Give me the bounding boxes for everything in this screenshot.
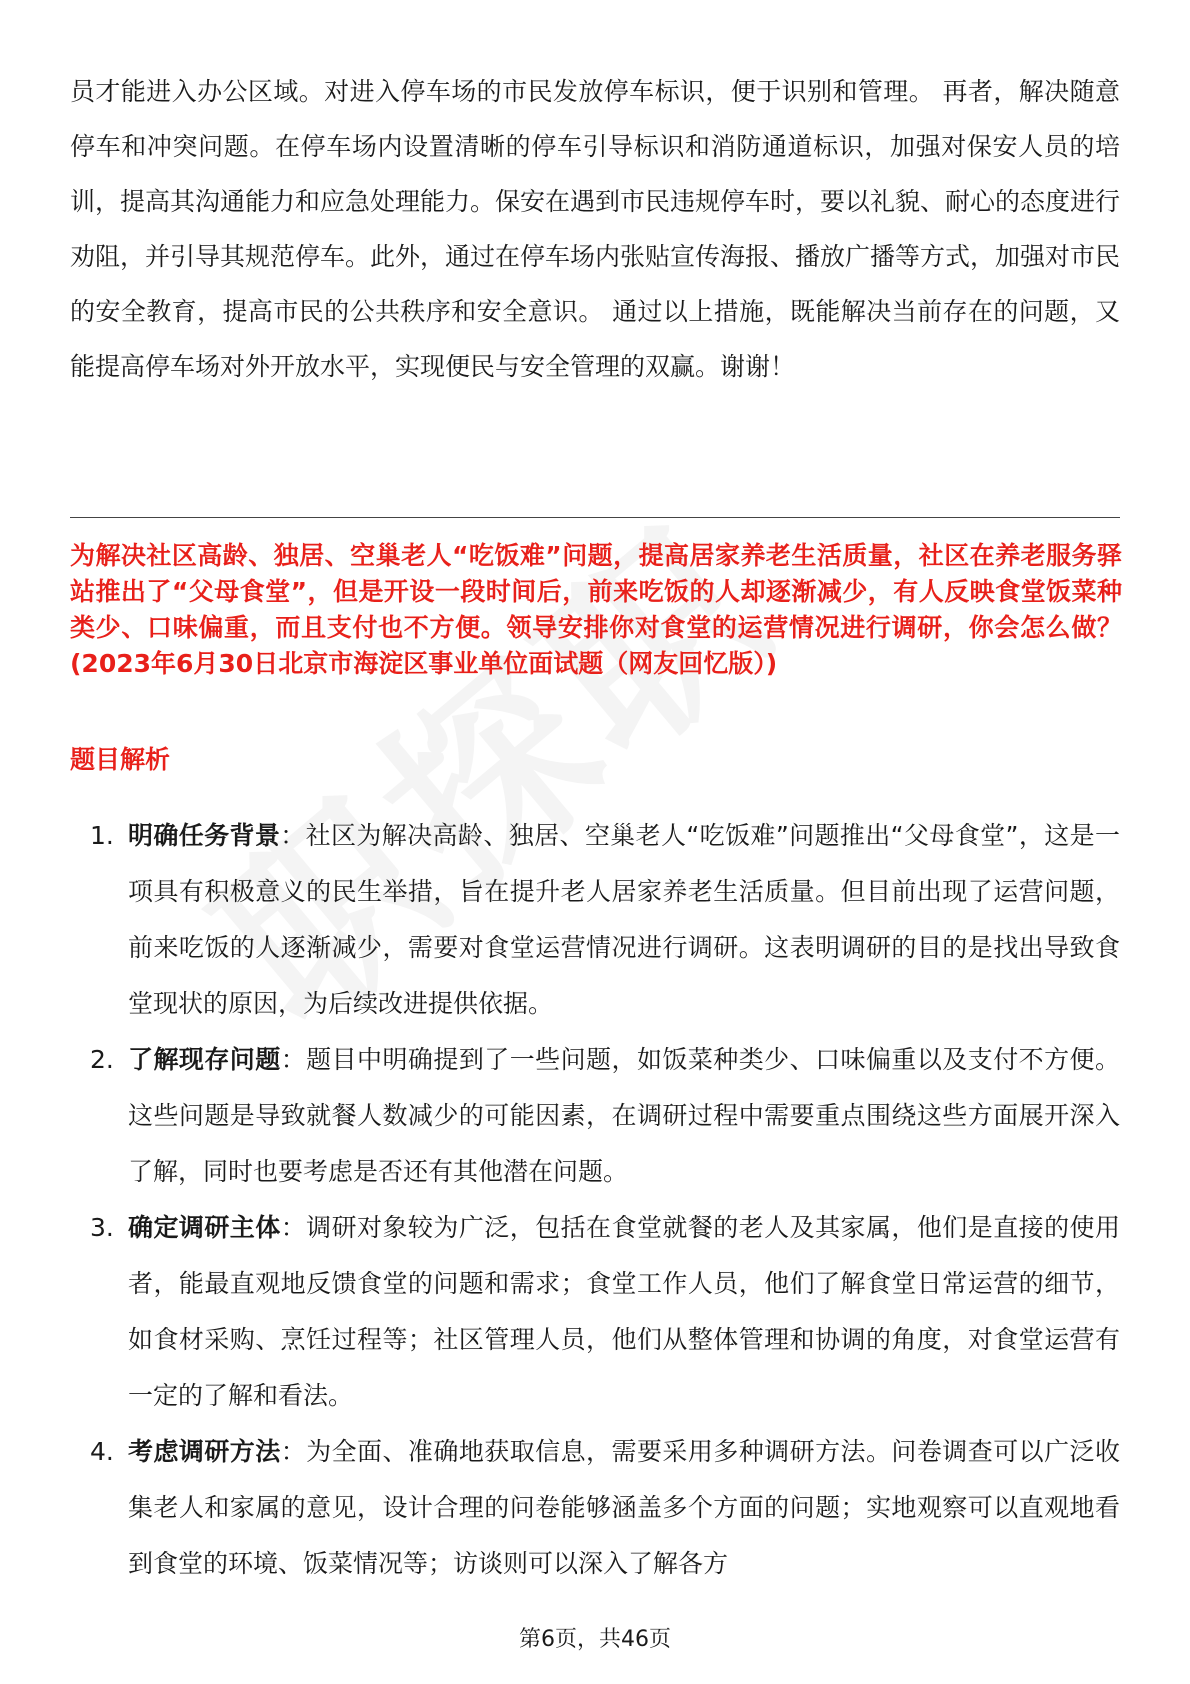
item-text: ：为全面、准确地获取信息，需要采用多种调研方法。问卷调查可以广泛收集老人和家属的意见，设计合理的问卷能够涵盖多个方面的问题；实地观察可以直观地看到食堂的环境、饭菜情况等；访谈则可以深入了解各方 — [128, 1437, 1120, 1578]
analysis-heading: 题目解析 — [70, 745, 171, 774]
continuation-paragraph: 员才能进入办公区域。对进入停车场的市民发放停车标识，便于识别和管理。 再者，解决随意停车和冲突问题。在停车场内设置清晰的停车引导标识和消防通道标识，加强对保安人员的培训，提高其沟通能力和应急处理能力。保安在遇到市民违规停车时，要以礼貌、耐心的态度进行劝阻，并引导其规范停车。此外，通过在停车场内张贴宣传海报、播放广播等方式，加强对市民的安全教育，提高市民的公共秩序和安全意识。 通过以上措施，既能解决当前存在的问题，又能提高停车场对外开放水平，实现便民与安全管理的双赢。谢谢！ — [70, 77, 1121, 381]
item-keyword: 明确任务背景 — [128, 821, 281, 850]
item-text: ：调研对象较为广泛，包括在食堂就餐的老人及其家属，他们是直接的使用者，能最直观地反馈食堂的问题和需求；食堂工作人员，他们了解食堂日常运营的细节，如食材采购、烹饪过程等；社区管理人员，他们从整体管理和协调的角度，对食堂运营有一定的了解和看法。 — [128, 1213, 1120, 1410]
item-keyword: 确定调研主体 — [128, 1213, 281, 1242]
item-number: 1. — [90, 821, 114, 850]
list-item — [70, 1424, 1120, 1592]
page-footer: 第6页，共46页 — [519, 1627, 671, 1652]
list-item — [70, 1200, 1120, 1424]
item-keyword: 了解现存问题 — [128, 1045, 281, 1074]
item-keyword: 考虑调研方法 — [128, 1437, 281, 1466]
item-text: ：题目中明确提到了一些问题，如饭菜种类少、口味偏重以及支付不方便。这些问题是导致就餐人数减少的可能因素，在调研过程中需要重点围绕这些方面展开深入了解，同时也要考虑是否还有其他潜在问题。 — [128, 1045, 1120, 1186]
list-item — [70, 1032, 1120, 1200]
list-item — [70, 808, 1120, 1032]
item-number: 4. — [90, 1437, 114, 1466]
item-number: 3. — [90, 1213, 114, 1242]
question-heading: 为解决社区高龄、独居、空巢老人“吃饭难”问题，提高居家养老生活质量，社区在养老服务驿站推出了“父母食堂”，但是开设一段时间后，前来吃饭的人却逐渐减少，有人反映食堂饭菜种类少、口味偏重，而且支付也不方便。领导安排你对食堂的运营情况进行调研，你会怎么做？(2023年6月30日北京市海淀区事业单位面试题（网友回忆版）) — [70, 541, 1122, 678]
item-text: ：社区为解决高龄、独居、空巢老人“吃饭难”问题推出“父母食堂”，这是一项具有积极意义的民生举措，旨在提升老人居家养老生活质量。但目前出现了运营问题，前来吃饭的人逐渐减少，需要对食堂运营情况进行调研。这表明调研的目的是找出导致食堂现状的原因，为后续改进提供依据。 — [128, 821, 1120, 1018]
section-divider — [70, 517, 1120, 518]
item-number: 2. — [90, 1045, 114, 1074]
analysis-list — [70, 808, 1120, 1592]
